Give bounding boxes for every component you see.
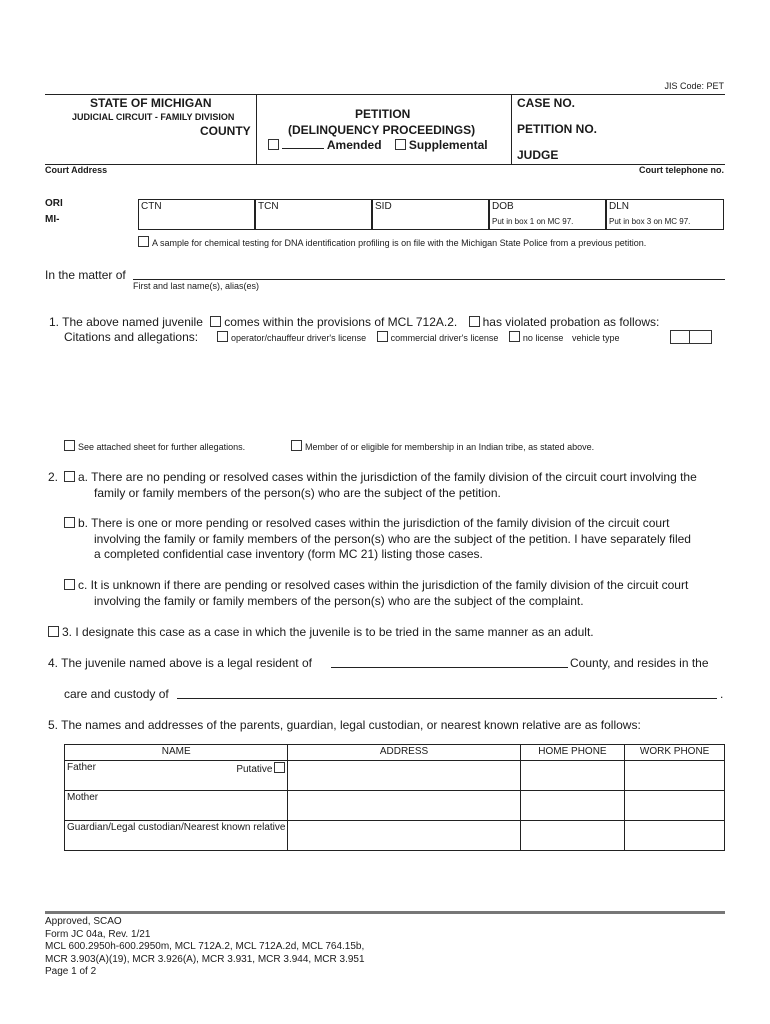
- header-bottom-rule: [45, 164, 725, 165]
- dln-note: Put in box 3 on MC 97.: [609, 217, 691, 226]
- item3-text: 3. I designate this case as a case in which the juvenile is to be tried in the same manner as an adult.: [62, 625, 594, 639]
- vehicle-type-field[interactable]: [670, 330, 712, 344]
- mother-work-phone-cell[interactable]: [625, 791, 725, 821]
- probation-checkbox[interactable]: [469, 316, 480, 327]
- father-name-cell[interactable]: [65, 761, 288, 791]
- header-top-rule: [45, 94, 725, 95]
- commercial-license-label: commercial driver's license: [390, 333, 499, 343]
- dna-note: A sample for chemical testing for DNA identification profiling is on file with the Michigan State Police from a previous petition.: [152, 238, 647, 248]
- item4-text-c: care and custody of: [64, 687, 169, 701]
- father-label: Father: [67, 762, 96, 773]
- dna-checkbox[interactable]: [138, 236, 149, 247]
- sid-label: SID: [375, 201, 392, 212]
- citations-label: Citations and allegations:: [64, 330, 199, 344]
- matter-name-field[interactable]: [133, 270, 725, 280]
- col-name: NAME: [65, 745, 288, 761]
- guardian-label: Guardian/Legal custodian/Nearest known relative: [67, 822, 286, 833]
- vehicle-type-label: vehicle type: [571, 333, 620, 343]
- item4-text-b: County, and resides in the: [570, 656, 709, 670]
- footer-rule: [45, 911, 725, 914]
- amended-blank[interactable]: [282, 139, 324, 149]
- guardian-name-cell[interactable]: [65, 821, 288, 851]
- item1-line1: [49, 315, 659, 329]
- footer-mcl: MCL 600.2950h-600.2950m, MCL 712A.2, MCL 712A.2d, MCL 764.15b,: [45, 941, 365, 953]
- ori-label: ORI: [45, 198, 63, 209]
- father-work-phone-cell[interactable]: [625, 761, 725, 791]
- item2a-text2: family or family members of the person(s) who are the subject of the petition.: [94, 486, 501, 500]
- footer-block: [45, 916, 365, 979]
- item4-text-a: 4. The juvenile named above is a legal resident of: [48, 656, 312, 670]
- putative-group: [236, 762, 285, 775]
- item2b-text2: involving the family or family members of the person(s) who are the subject of the petition. I have separately filed: [94, 532, 691, 546]
- form-title: PETITION: [355, 107, 411, 121]
- indian-checkbox[interactable]: [291, 440, 302, 451]
- amended-checkbox[interactable]: [268, 139, 279, 150]
- header-divider-left: [256, 94, 257, 164]
- matter-label: In the matter of: [45, 268, 126, 282]
- col-work-phone: WORK PHONE: [625, 745, 725, 761]
- mother-home-phone-cell[interactable]: [520, 791, 625, 821]
- sid-field[interactable]: [372, 199, 489, 230]
- item2c-checkbox[interactable]: [64, 579, 75, 590]
- guardian-work-phone-cell[interactable]: [625, 821, 725, 851]
- provisions-checkbox[interactable]: [210, 316, 221, 327]
- dob-label: DOB: [492, 201, 514, 212]
- license-options: [217, 331, 619, 343]
- case-no-label: CASE NO.: [517, 96, 576, 110]
- amended-row: [268, 138, 488, 152]
- table-row-mother: [65, 791, 725, 821]
- jis-code: JIS Code: PET: [664, 81, 724, 91]
- indian-label: Member of or eligible for membership in an Indian tribe, as stated above.: [305, 442, 595, 452]
- tcn-label: TCN: [258, 201, 279, 212]
- col-address: ADDRESS: [288, 745, 520, 761]
- no-license-label: no license: [522, 333, 564, 343]
- provisions-label: comes within the provisions of MCL 712A.2.: [224, 315, 458, 329]
- col-home-phone: HOME PHONE: [520, 745, 625, 761]
- ctn-label: CTN: [141, 201, 162, 212]
- dln-label: DLN: [609, 201, 630, 212]
- item4-period: .: [720, 687, 724, 701]
- county-field[interactable]: [331, 658, 568, 668]
- attached-row: [64, 440, 245, 452]
- item3-row: [48, 625, 594, 639]
- dob-note: Put in box 1 on MC 97.: [492, 217, 574, 226]
- item1-number: 1.: [49, 315, 60, 329]
- item2a-line1: [64, 470, 697, 484]
- parents-table-header: [65, 745, 725, 761]
- attached-checkbox[interactable]: [64, 440, 75, 451]
- father-address-cell[interactable]: [288, 761, 520, 791]
- state-label: STATE OF MICHIGAN: [90, 96, 212, 110]
- table-row-father: [65, 761, 725, 791]
- matter-caption: First and last name(s), alias(es): [133, 281, 260, 291]
- item2b-line1: [64, 516, 669, 530]
- item2c-line1: [64, 578, 688, 592]
- putative-checkbox[interactable]: [274, 762, 285, 773]
- item1-text: The above named juvenile: [62, 315, 203, 329]
- county-label: COUNTY: [200, 124, 251, 138]
- guardian-home-phone-cell[interactable]: [520, 821, 625, 851]
- mi-label: MI-: [45, 214, 60, 225]
- footer-mcr: MCR 3.903(A)(19), MCR 3.926(A), MCR 3.931, MCR 3.944, MCR 3.951: [45, 953, 365, 965]
- item2a-text1: a. There are no pending or resolved cases within the jurisdiction of the family division of the circuit court involving the: [78, 470, 697, 484]
- footer-page: Page 1 of 2: [45, 966, 97, 978]
- no-license-checkbox[interactable]: [509, 331, 520, 342]
- form-subtitle: (DELINQUENCY PROCEEDINGS): [288, 123, 476, 137]
- guardian-address-cell[interactable]: [288, 821, 520, 851]
- court-phone-label: Court telephone no.: [639, 165, 724, 175]
- tcn-field[interactable]: [255, 199, 372, 230]
- item2b-text3: a completed confidential case inventory (form MC 21) listing those cases.: [94, 547, 483, 561]
- attached-label: See attached sheet for further allegations.: [78, 442, 246, 452]
- putative-label: Putative: [236, 764, 273, 775]
- father-home-phone-cell[interactable]: [520, 761, 625, 791]
- court-label: JUDICIAL CIRCUIT - FAMILY DIVISION: [72, 112, 235, 122]
- item2b-text1: b. There is one or more pending or resolved cases within the jurisdiction of the family division of the circuit court: [78, 516, 670, 530]
- operator-license-checkbox[interactable]: [217, 331, 228, 342]
- mother-name-cell[interactable]: [65, 791, 288, 821]
- item3-checkbox[interactable]: [48, 626, 59, 637]
- amended-label: Amended: [326, 138, 382, 152]
- item2-number: 2.: [48, 470, 59, 484]
- dob-field[interactable]: [489, 199, 606, 230]
- supplemental-checkbox[interactable]: [395, 139, 406, 150]
- item2b-checkbox[interactable]: [64, 517, 75, 528]
- item2c-text1: c. It is unknown if there are pending or resolved cases within the jurisdiction of the family division of the circuit court: [78, 578, 689, 592]
- supplemental-label: Supplemental: [408, 138, 488, 152]
- item2a-checkbox[interactable]: [64, 471, 75, 482]
- commercial-license-checkbox[interactable]: [377, 331, 388, 342]
- header-divider-right: [511, 94, 512, 164]
- item5-text: 5. The names and addresses of the parents, guardian, legal custodian, or nearest known relative are as follows:: [48, 718, 641, 732]
- custody-field[interactable]: [177, 689, 717, 699]
- operator-license-label: operator/chauffeur driver's license: [231, 333, 367, 343]
- table-row-guardian: [65, 821, 725, 851]
- indian-row: [291, 440, 594, 452]
- petition-no-label: PETITION NO.: [517, 122, 598, 136]
- mother-label: Mother: [67, 792, 99, 803]
- court-address-label: Court Address: [45, 165, 108, 175]
- footer-form-number: Form JC 04a, Rev. 1/21: [45, 928, 151, 940]
- ctn-field[interactable]: [138, 199, 255, 230]
- dln-field[interactable]: [606, 199, 724, 230]
- mother-address-cell[interactable]: [288, 791, 520, 821]
- dna-row: [138, 236, 646, 248]
- item2c-text2: involving the family or family members of the person(s) who are the subject of the complaint.: [94, 594, 584, 608]
- probation-label: has violated probation as follows:: [482, 315, 660, 329]
- parents-table: [64, 744, 725, 851]
- judge-label: JUDGE: [517, 148, 559, 162]
- footer-approved: Approved, SCAO: [45, 916, 122, 927]
